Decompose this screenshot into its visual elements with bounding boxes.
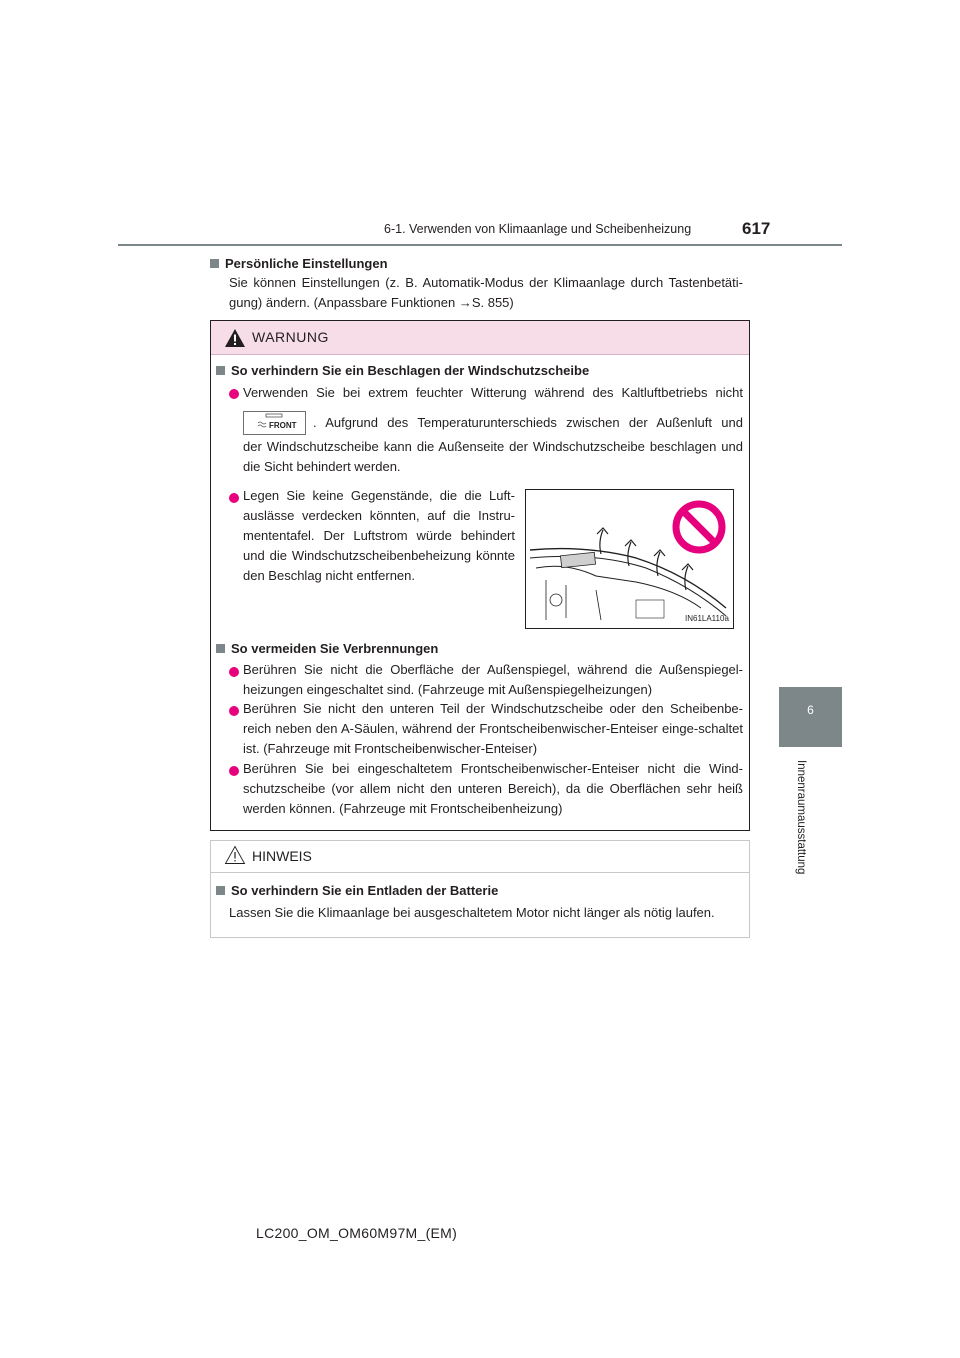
- note-title-divider: [211, 872, 749, 873]
- bullet-dot-icon: [229, 766, 239, 776]
- section-text-personal-settings: Sie können Einstellungen (z. B. Automatik-Modus der Klimaanlage durch Tastenbetäti-gung) ändern. (Anpassbare Funktionen →S. 855): [229, 275, 743, 310]
- warning-heading-burns: So vermeiden Sie Verbrennungen: [216, 641, 438, 656]
- warning-burns-item: Berühren Sie bei eingeschaltetem Frontscheibenwischer-Enteiser nicht die Wind-schutzscheibe (vor allem nicht den unteren Bereich), da die Oberflächen sehr heiß werden können. (Fahrzeuge mit Frontscheibenheizung): [243, 761, 743, 816]
- warning-fog-line3: der Windschutzscheibe kann die Außenseite der Windschutzscheibe beschlagen und die Sicht behindert werden.: [243, 439, 743, 474]
- note-text-battery: Lassen Sie die Klimaanlage bei ausgeschaltetem Motor nicht länger als nötig laufen.: [229, 905, 715, 920]
- front-defroster-button-icon: [243, 411, 306, 435]
- chapter-tab-number: 6: [807, 703, 814, 717]
- section-heading-personal-settings: Persönliche Einstellungen: [210, 256, 388, 271]
- page-number: 617: [742, 219, 771, 238]
- caution-outline-icon: [224, 845, 246, 865]
- header-rule: [118, 244, 842, 246]
- warning-fog-line1: Verwenden Sie bei extrem feuchter Witterung während des Kaltluftbetriebs nicht: [243, 385, 743, 400]
- bullet-dot-icon: [229, 493, 239, 503]
- prohibition-icon: [676, 504, 722, 550]
- warning-vents-text: Legen Sie keine Gegenstände, die die Luft-auslässe verdecken könnten, auf die Instru-mententafel. Der Luftstrom würde behindert und die Windschutzscheibenbeheizung könnte den Beschlag nicht entfernen.: [243, 488, 515, 583]
- square-bullet-icon: [216, 644, 225, 653]
- warning-burns-item: Berühren Sie nicht den unteren Teil der Windschutzscheibe oder den Scheibenbe-reich neben den A-Säulen, während der Frontscheibenwischer-Enteiser einge-schaltet ist. (Fahrzeuge mit Frontscheibenwischer-Enteiser): [243, 701, 743, 756]
- warning-burns-item: Berühren Sie nicht die Oberfläche der Außenspiegel, während die Außenspiegel-heizungen eingeschaltet sind. (Fahrzeuge mit Außenspiegelheizungen): [243, 662, 743, 697]
- square-bullet-icon: [216, 366, 225, 375]
- front-defroster-button-label: FRONT: [269, 421, 297, 430]
- note-title: HINWEIS: [252, 848, 312, 864]
- warning-triangle-icon: [224, 328, 246, 348]
- dashboard-airflow-illustration: [525, 489, 734, 629]
- warning-fog-line2: . Aufgrund des Temperaturunterschieds zwischen der Außenluft und: [313, 415, 743, 430]
- warning-heading-fog: So verhindern Sie ein Beschlagen der Windschutzscheibe: [216, 363, 589, 378]
- footer-document-code: LC200_OM_OM60M97M_(EM): [256, 1225, 458, 1241]
- warning-title: WARNUNG: [252, 329, 329, 345]
- running-header-section: 6-1. Verwenden von Klimaanlage und Scheibenheizung: [384, 222, 692, 236]
- bullet-dot-icon: [229, 706, 239, 716]
- chapter-tab: [779, 687, 842, 747]
- note-heading-battery: So verhindern Sie ein Entladen der Batterie: [216, 883, 498, 898]
- square-bullet-icon: [216, 886, 225, 895]
- bullet-dot-icon: [229, 667, 239, 677]
- chapter-tab-label: Innenraumausstattung: [795, 760, 807, 875]
- square-bullet-icon: [210, 259, 219, 268]
- bullet-dot-icon: [229, 389, 239, 399]
- illustration-code: IN61LA110a: [685, 614, 729, 623]
